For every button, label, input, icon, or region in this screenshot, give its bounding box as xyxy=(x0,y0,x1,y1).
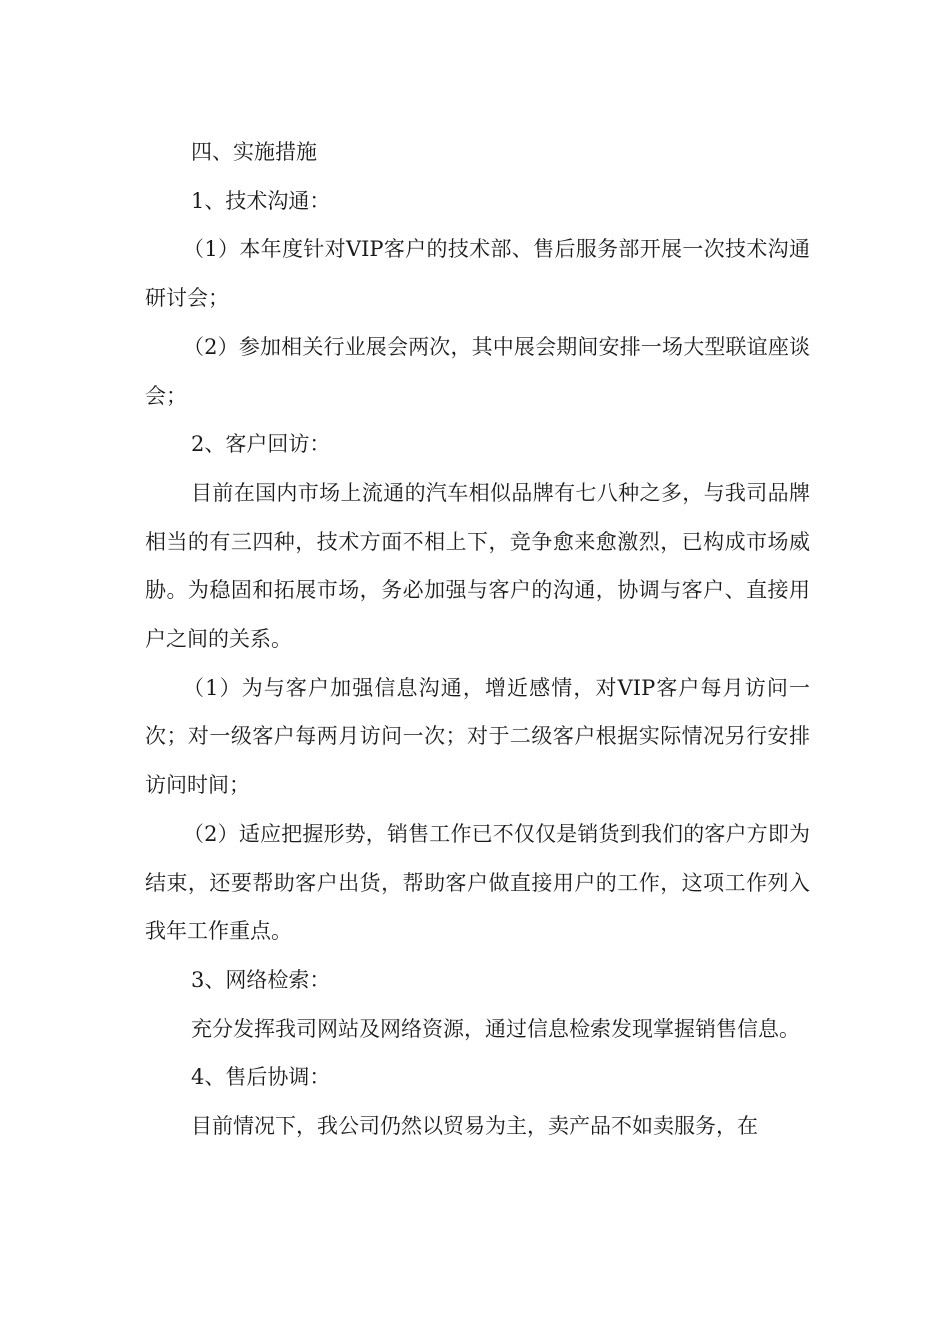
subsection-heading: 2、客户回访： xyxy=(191,432,331,457)
subsection-heading: 3、网络检索： xyxy=(191,967,331,992)
list-item: （2）适应把握形势，销售工作已不仅仅是销货到我们的客户方即为结束，还要帮助客户出货，帮助客户做直接用户的工作，这项工作列入我年工作重点。 xyxy=(145,821,810,944)
list-item: （1）为与客户加强信息沟通，增近感情，对VIP客户每月访问一次；对一级客户每两月访问一次；对于二级客户根据实际情况另行安排访问时间； xyxy=(145,675,810,798)
body-paragraph: 充分发挥我司网站及网络资源，通过信息检索发现掌握销售信息。 xyxy=(191,1016,800,1041)
list-item: （2）参加相关行业展会两次，其中展会期间安排一场大型联谊座谈会； xyxy=(145,334,810,408)
subsection-heading: 4、售后协调： xyxy=(191,1065,331,1090)
list-item: （1）本年度针对VIP客户的技术部、售后服务部开展一次技术沟通研讨会； xyxy=(145,237,810,311)
body-paragraph: 目前在国内市场上流通的汽车相似品牌有七八种之多，与我司品牌相当的有三四种，技术方面不相上下，竞争愈来愈激烈，已构成市场威胁。为稳固和拓展市场，务必加强与客户的沟通，协调与客户、直接用户之间的关系。 xyxy=(145,480,810,652)
section-heading: 四、实施措施 xyxy=(191,140,317,164)
document-body xyxy=(145,128,810,1151)
subsection-heading: 1、技术沟通： xyxy=(191,188,331,213)
body-paragraph: 目前情况下，我公司仍然以贸易为主，卖产品不如卖服务，在 xyxy=(191,1114,758,1139)
